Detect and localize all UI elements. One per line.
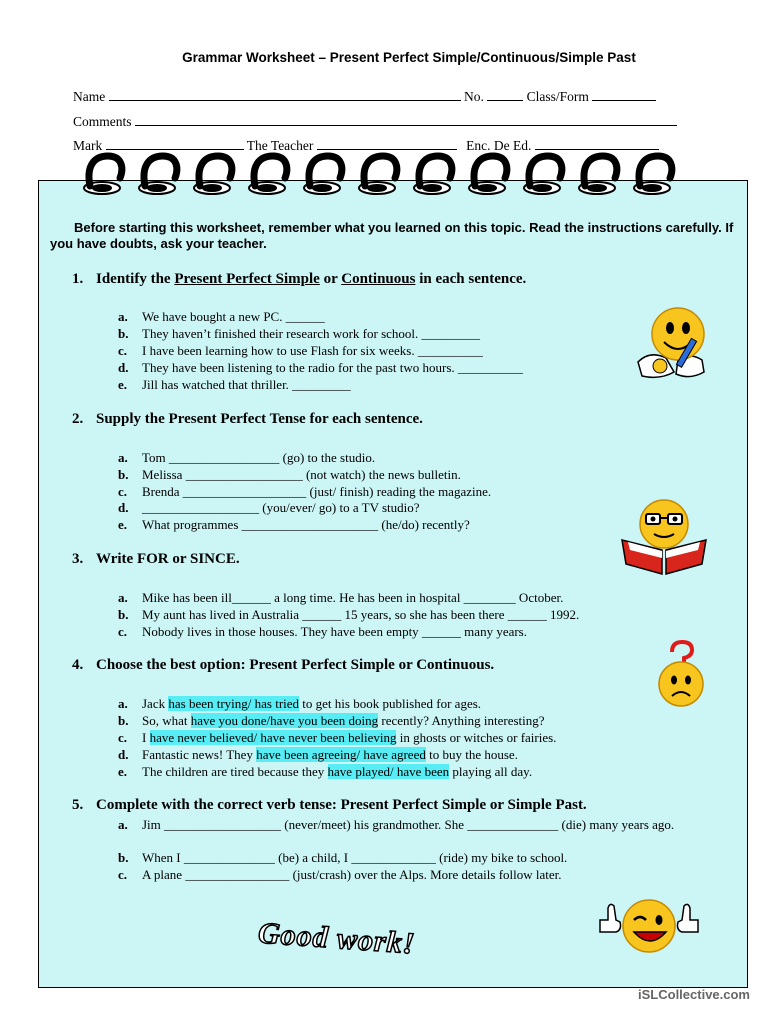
item-text: A plane ________________ (just/crash) over the Alps. More details follow later. <box>142 867 562 882</box>
heading-text: Write FOR or SINCE. <box>96 551 240 567</box>
heading-underlined: Continuous <box>341 271 416 287</box>
item-letter: e. <box>118 377 128 392</box>
item-text: Nobody lives in those houses. They have been empty ______ many years. <box>142 624 527 639</box>
item-letter: a. <box>118 450 128 465</box>
item-text: __________________ (you/ever/ go) to a TV studio? <box>142 500 420 515</box>
item-text: Jack <box>142 696 169 711</box>
name-field[interactable] <box>109 89 461 101</box>
instructions-intro: Before starting this worksheet, remember what you learned on this topic. Read the instructions carefully. If you have doubts, ask your teacher. <box>50 220 734 251</box>
item-letter: b. <box>118 850 129 865</box>
class-label: Class/Form <box>526 89 589 104</box>
section-number: 1. <box>72 271 84 287</box>
teacher-field[interactable] <box>317 138 457 150</box>
heading-text: Choose the best option: Present Perfect Simple or Continuous. <box>96 657 495 673</box>
teacher-label: The Teacher <box>246 138 314 153</box>
item-letter: a. <box>118 817 128 832</box>
name-label: Name <box>73 89 106 104</box>
comments-label: Comments <box>73 114 132 129</box>
mark-label: Mark <box>73 138 103 153</box>
worksheet-title: Grammar Worksheet – Present Perfect Simple/Continuous/Simple Past <box>182 50 636 65</box>
highlighted-option[interactable]: have played/ have been <box>327 764 450 779</box>
item-letter: c. <box>118 730 128 745</box>
item-text: playing all day. <box>449 764 533 779</box>
item-text: So, what <box>142 713 191 728</box>
section-1-heading <box>72 271 526 288</box>
item-letter: a. <box>118 309 128 324</box>
enc-label: Enc. De Ed. <box>466 138 532 153</box>
item-text: Brenda ___________________ (just/ finish) reading the magazine. <box>142 484 492 499</box>
heading-text: in each sentence. <box>415 271 527 287</box>
section-3-heading <box>72 551 240 568</box>
section-number: 4. <box>72 657 84 673</box>
section-5-heading <box>72 797 587 814</box>
item-letter: d. <box>118 500 129 515</box>
section-number: 5. <box>72 797 84 813</box>
comments-row <box>73 114 677 130</box>
item-letter: e. <box>118 517 128 532</box>
class-field[interactable] <box>592 89 656 101</box>
item-letter: c. <box>118 867 128 882</box>
item-letter: a. <box>118 696 128 711</box>
highlighted-option[interactable]: have you done/have you been doing <box>190 713 379 728</box>
item-text: to buy the house. <box>425 747 518 762</box>
item-text: Mike has been ill______ a long time. He has been in hospital ________ October. <box>142 590 564 605</box>
highlighted-option[interactable]: has been trying/ has tried <box>168 696 300 711</box>
item-letter: d. <box>118 360 129 375</box>
section-number: 3. <box>72 551 84 567</box>
item-letter: d. <box>118 747 129 762</box>
heading-text: Complete with the correct verb tense: Present Perfect Simple or Simple Past. <box>96 797 587 813</box>
item-text: I <box>142 730 150 745</box>
mark-field[interactable] <box>106 138 244 150</box>
item-text: The children are tired because they <box>142 764 328 779</box>
item-letter: b. <box>118 713 129 728</box>
item-letter: c. <box>118 343 128 358</box>
item-letter: b. <box>118 467 129 482</box>
enc-field[interactable] <box>535 138 659 150</box>
item-text: My aunt has lived in Australia ______ 15 years, so she has been there ______ 1992. <box>142 607 580 622</box>
item-text: Melissa __________________ (not watch) the news bulletin. <box>142 467 461 482</box>
heading-text: Supply the Present Perfect Tense for each sentence. <box>96 411 423 427</box>
spiral-binding-icon <box>80 150 720 202</box>
item-text: to get his book published for ages. <box>299 696 482 711</box>
heading-text: Identify the <box>96 271 175 287</box>
smiley-reading-icon <box>618 496 708 578</box>
item-letter: b. <box>118 607 129 622</box>
item-letter: a. <box>118 590 128 605</box>
smiley-pencil-icon <box>630 302 710 382</box>
section-4-heading <box>72 657 494 674</box>
section-number: 2. <box>72 411 84 427</box>
smiley-thumbs-up-icon <box>594 892 704 958</box>
good-work-text: Good work! <box>257 916 417 961</box>
item-text: Jill has watched that thriller. _________ <box>142 377 351 392</box>
item-text: When I ______________ (be) a child, I _____________ (ride) my bike to school. <box>142 850 568 865</box>
item-text: in ghosts or witches or fairies. <box>396 730 557 745</box>
item-text: I have been learning how to use Flash for six weeks. __________ <box>142 343 483 358</box>
smiley-question-icon <box>650 640 712 708</box>
item-text: Fantastic news! They <box>142 747 257 762</box>
name-row <box>73 89 656 105</box>
heading-underlined: Present Perfect Simple <box>174 271 320 287</box>
item-text: We have bought a new PC. ______ <box>142 309 325 324</box>
highlighted-option[interactable]: have been agreeing/ have agreed <box>256 747 426 762</box>
no-label: No. <box>463 89 484 104</box>
item-letter: c. <box>118 624 128 639</box>
heading-text: or <box>319 271 342 287</box>
item-text: They have been listening to the radio for the past two hours. __________ <box>142 360 523 375</box>
item-text: recently? Anything interesting? <box>378 713 545 728</box>
section-2-heading <box>72 411 423 428</box>
item-letter: e. <box>118 764 128 779</box>
highlighted-option[interactable]: have never believed/ have never been believing <box>149 730 397 745</box>
item-letter: c. <box>118 484 128 499</box>
item-text: What programmes _____________________ (he/do) recently? <box>142 517 470 532</box>
item-letter: b. <box>118 326 129 341</box>
no-field[interactable] <box>487 89 523 101</box>
item-text: Tom _________________ (go) to the studio. <box>142 450 376 465</box>
item-text: They haven’t finished their research work for school. _________ <box>142 326 481 341</box>
comments-field[interactable] <box>135 114 677 126</box>
watermark: iSLCollective.com <box>638 987 750 1002</box>
item-text: Jim __________________ (never/meet) his grandmother. She ______________ (die) many years ago. <box>142 817 675 832</box>
